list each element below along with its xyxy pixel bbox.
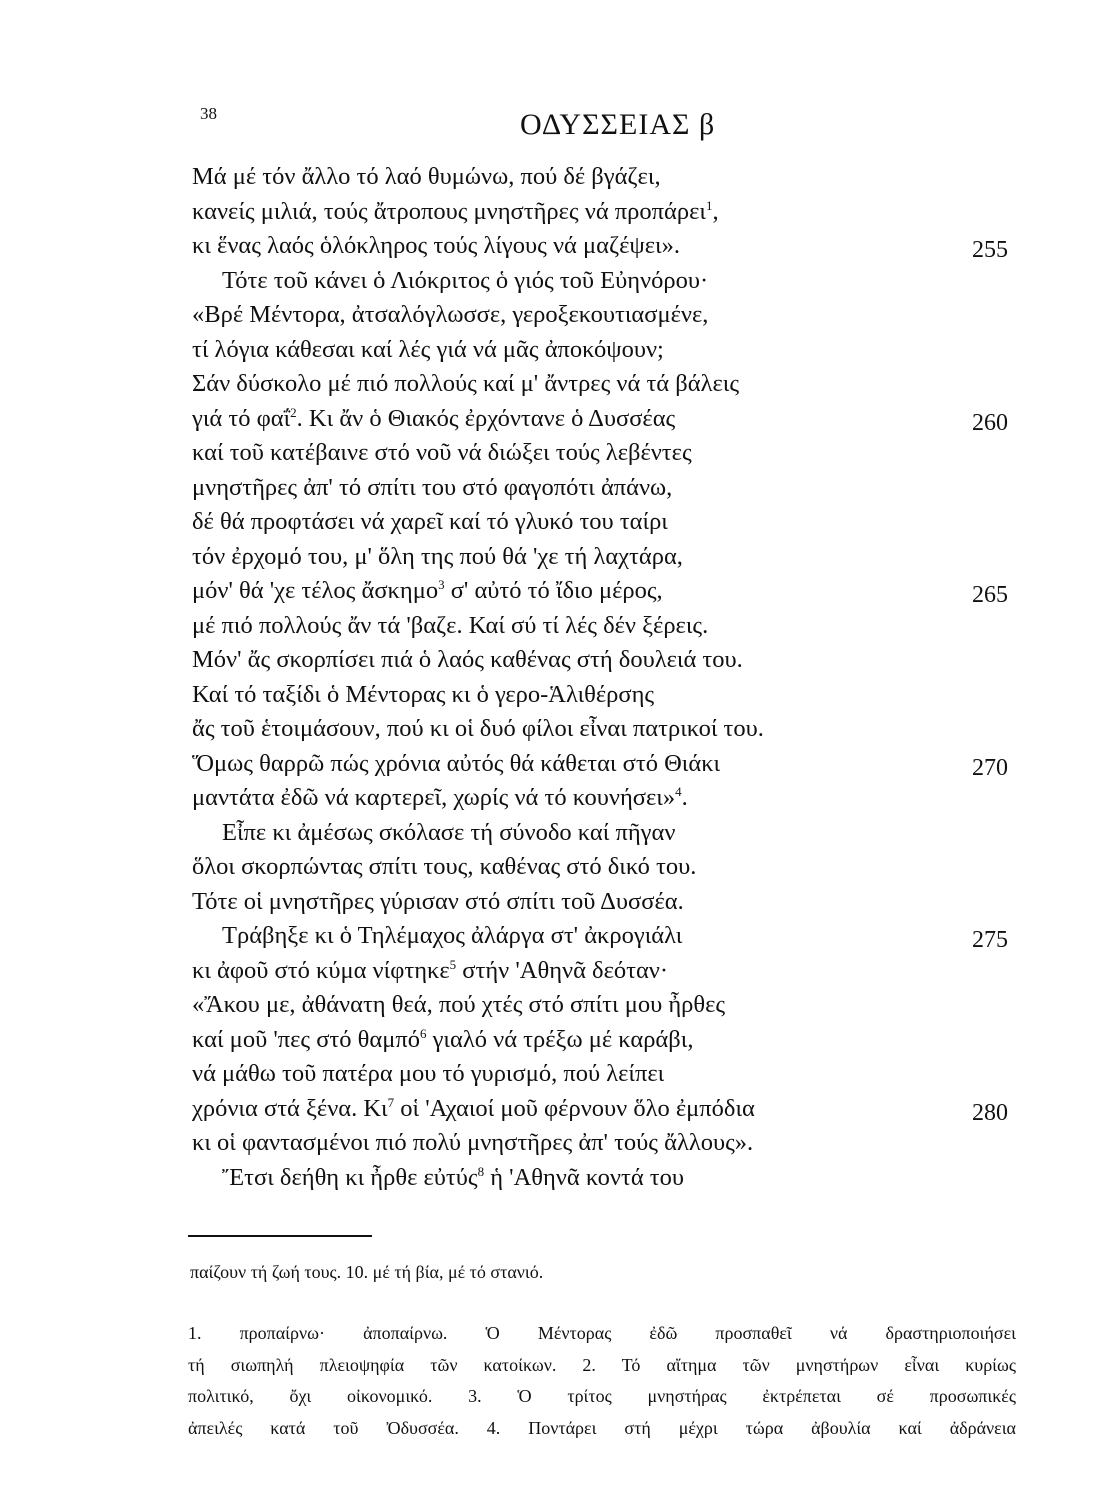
- verse-text: [192, 370, 739, 397]
- verse-text-main: Εἶπε κι ἀμέσως σκόλασε τή σύνοδο καί πῆγαν: [222, 818, 676, 846]
- verse-text-main: καί μοῦ 'πες στό θαμπό: [192, 1025, 420, 1053]
- verse-text-main: ἄς τοῦ ἑτοιμάσουν, πού κι οἱ δυό φίλοι εἶναι πατρικοί του.: [192, 715, 764, 742]
- verse-text: [192, 1095, 755, 1122]
- verse-text: [192, 819, 675, 846]
- verse-text: [192, 474, 672, 501]
- verse-text-main: Τράβηξε κι ὁ Τηλέμαχος ἀλάργα στ' ἀκρογιάλι: [222, 922, 683, 949]
- verse-list: [192, 160, 1052, 1195]
- verse-line: [192, 816, 1052, 851]
- verse-text: [192, 1129, 753, 1156]
- verse-text-main: Ἔτσι δεήθη κι ἦρθε εὐτύς: [222, 1163, 478, 1191]
- verse-line: [192, 436, 1052, 471]
- verse-line: [192, 402, 1052, 437]
- verse-text: [192, 405, 675, 432]
- verse-text: [192, 301, 708, 328]
- verse-text: [192, 1026, 693, 1053]
- verse-text: [192, 750, 720, 777]
- verse-line: [192, 574, 1052, 609]
- verse-line: [192, 609, 1052, 644]
- verse-line: [192, 1126, 1052, 1161]
- verse-line: [192, 678, 1052, 713]
- verse-text: [192, 163, 661, 190]
- verse-text-main: γιά τό φαΐ: [192, 404, 291, 432]
- verse-line: [192, 712, 1052, 747]
- verse-line: [192, 781, 1052, 816]
- verse-line: [192, 333, 1052, 368]
- verse-line: [192, 988, 1052, 1023]
- verse-text-main: ὅλοι σκορπώντας σπίτι τους, καθένας στό δικό του.: [192, 853, 697, 880]
- verse-line: [192, 1023, 1052, 1058]
- verse-text: [192, 543, 683, 570]
- verse-line: [192, 229, 1052, 264]
- footnote-marker: 3: [438, 576, 445, 592]
- verse-text: [192, 336, 664, 363]
- verse-line: [192, 643, 1052, 678]
- verse-line: [192, 264, 1052, 299]
- verse-text: [192, 577, 663, 604]
- verse-text: [192, 681, 654, 708]
- verse-text-main: μόν' θά 'χε τέλος ἄσκημο: [192, 577, 439, 604]
- verse-text-rest: ,: [712, 197, 719, 225]
- verse-text-main: καί τοῦ κατέβαινε στό νοῦ νά διώξει τούς λεβέντες: [192, 439, 692, 466]
- verse-text-main: κι ἕνας λαός ὁλόκληρος τούς λίγους νά μαζέψει».: [192, 232, 680, 259]
- footnote-marker: 6: [419, 1025, 427, 1041]
- verse-text-main: Μά μέ τόν ἄλλο τό λαό θυμώνω, πού δέ βγάζει,: [192, 163, 661, 190]
- verse-text-main: μνηστῆρες ἀπ' τό σπίτι του στό φαγοπότι ἀπάνω,: [192, 473, 673, 501]
- footnote-marker: 2: [290, 404, 297, 420]
- verse-line: [192, 1057, 1052, 1092]
- verse-text-main: κι ἀφοῦ στό κύμα νίφτηκε: [192, 956, 450, 984]
- verse-text-main: Τότε οἱ μνηστῆρες γύρισαν στό σπίτι τοῦ Δυσσέα.: [192, 887, 684, 915]
- verse-text: [192, 784, 688, 811]
- verse-text-main: τί λόγια κάθεσαι καί λές γιά νά μᾶς ἀποκόψουν;: [192, 335, 664, 363]
- verse-text-main: Μόν' ἄς σκορπίσει πιά ὁ λαός καθένας στή δουλειά του.: [192, 646, 743, 673]
- footnote-marker: 8: [477, 1163, 485, 1179]
- verse-line: [192, 471, 1052, 506]
- verse-text-rest: . Κι ἄν ὁ Θιακός ἐρχόντανε ὁ Δυσσέας: [296, 404, 676, 432]
- footnote-marker: 4: [675, 783, 682, 799]
- verse-text-main: «Βρέ Μέντορα, ἀτσαλόγλωσσε, γεροξεκουτιασμένε,: [192, 301, 709, 328]
- footnote-line: ἀπειλές κατά τοῦ Ὀδυσσέα. 4. Ποντάρει στή μέχρι τώρα ἀβουλία καί ἀδράνεια: [188, 1417, 1016, 1438]
- page-number: 38: [200, 104, 217, 123]
- verse-text: [192, 612, 708, 639]
- footnote-continuation: παίζουν τή ζωή τους. 10. μέ τή βία, μέ τό στανιό.: [190, 1262, 544, 1282]
- footnote-divider: [188, 1235, 372, 1237]
- verse-text-main: χρόνια στά ξένα. Κι: [192, 1094, 388, 1122]
- verse-text-rest: ἡ 'Αθηνᾶ κοντά του: [484, 1163, 685, 1191]
- verse-line: [192, 1161, 1052, 1196]
- running-title: ΟΔΥΣΣΕΙΑΣ β: [520, 108, 716, 141]
- verse-line: [192, 850, 1052, 885]
- verse-text: [192, 267, 708, 294]
- verse-line: [192, 298, 1052, 333]
- verse-text-main: Καί τό ταξίδι ὁ Μέντορας κι ὁ γερο-Ἁλιθέρσης: [192, 680, 655, 708]
- verse-text-main: «Ἄκου με, ἀθάνατη θεά, πού χτές στό σπίτι μου ἦρθες: [192, 991, 726, 1018]
- verse-text-main: Τότε τοῦ κάνει ὁ Λιόκριτος ὁ γιός τοῦ Εὐηνόρου·: [222, 266, 709, 294]
- verse-line: [192, 160, 1052, 195]
- line-number: 270: [972, 754, 1008, 781]
- verse-text: [192, 198, 719, 225]
- verse-line: [192, 919, 1052, 954]
- verse-text: [192, 715, 764, 742]
- verse-text: [192, 1164, 684, 1191]
- verse-text-rest: .: [681, 784, 688, 811]
- footnotes: [188, 1318, 1016, 1444]
- verse-line: [192, 954, 1052, 989]
- verse-text: [192, 853, 696, 880]
- verse-text: [192, 991, 725, 1018]
- footnote-line: τή σιωπηλή πλειοψηφία τῶν κατοίκων. 2. Τό αἴτημα τῶν μνηστήρων εἶναι κυρίως: [188, 1354, 1016, 1375]
- line-number: 275: [972, 927, 1008, 953]
- verse-line: [192, 1092, 1052, 1127]
- verse-line: [192, 195, 1052, 230]
- verse-text: [192, 888, 684, 915]
- verse-line: [192, 747, 1052, 782]
- footnote-line: πολιτικό, ὄχι οἰκονομικό. 3. Ὁ τρίτος μνηστήρας ἐκτρέπεται σέ προσωπικές: [188, 1386, 1016, 1406]
- footnote-marker: 7: [387, 1094, 395, 1110]
- verse-text: [192, 508, 668, 535]
- verse-text-rest: οἱ 'Αχαιοί μοῦ φέρνουν ὅλο ἐμπόδια: [394, 1094, 755, 1122]
- line-number: 265: [972, 582, 1008, 608]
- footnote-marker: 5: [449, 956, 457, 972]
- verse-text-main: Σάν δύσκολο μέ πιό πολλούς καί μ' ἄντρες νά τά βάλεις: [192, 370, 740, 397]
- verse-text: [192, 232, 680, 259]
- line-number: 280: [972, 1099, 1008, 1126]
- verse-text-main: Ὅμως θαρρῶ πώς χρόνια αὐτός θά κάθεται στό Θιάκι: [192, 749, 721, 777]
- verse-text-rest: γιαλό νά τρέξω μέ καράβι,: [426, 1025, 694, 1053]
- line-number: 255: [972, 237, 1008, 263]
- verse-text-main: μαντάτα ἐδῶ νά καρτερεῖ, χωρίς νά τό κουνήσει»: [192, 784, 676, 811]
- verse-line: [192, 367, 1052, 402]
- verse-text: [192, 646, 743, 673]
- verse-text: [192, 922, 682, 949]
- verse-text-main: κι οἱ φαντασμένοι πιό πολύ μνηστῆρες ἀπ' τούς ἄλλους».: [192, 1129, 754, 1156]
- verse-line: [192, 885, 1052, 920]
- footnote-marker: 1: [705, 197, 713, 213]
- footnote-line: 1. προπαίρνω· ἀποπαίρνω. Ὁ Μέντορας ἐδῶ προσπαθεῖ νά δραστηριοποιήσει: [188, 1323, 1016, 1343]
- verse-line: [192, 505, 1052, 540]
- line-number: 260: [972, 409, 1008, 436]
- verse-text: [192, 439, 692, 466]
- verse-text-main: τόν ἐρχομό του, μ' ὅλη της πού θά 'χε τή λαχτάρα,: [192, 542, 683, 570]
- verse-text-main: δέ θά προφτάσει νά χαρεῖ καί τό γλυκό του ταίρι: [192, 508, 668, 535]
- verse-text-main: κανείς μιλιά, τούς ἄτροπους μνηστῆρες νά προπάρει: [192, 197, 706, 225]
- verse-text: [192, 957, 668, 984]
- verse-line: [192, 540, 1052, 575]
- verse-text-rest: στήν 'Αθηνᾶ δεόταν·: [456, 956, 669, 984]
- verse-text-main: μέ πιό πολλούς ἄν τά 'βαζε. Καί σύ τί λές δέν ξέρεις.: [192, 611, 709, 639]
- verse-text-rest: σ' αὐτό τό ἴδιο μέρος,: [444, 577, 663, 604]
- verse-text-main: νά μάθω τοῦ πατέρα μου τό γυρισμό, πού λείπει: [192, 1060, 665, 1087]
- verse-text: [192, 1060, 664, 1087]
